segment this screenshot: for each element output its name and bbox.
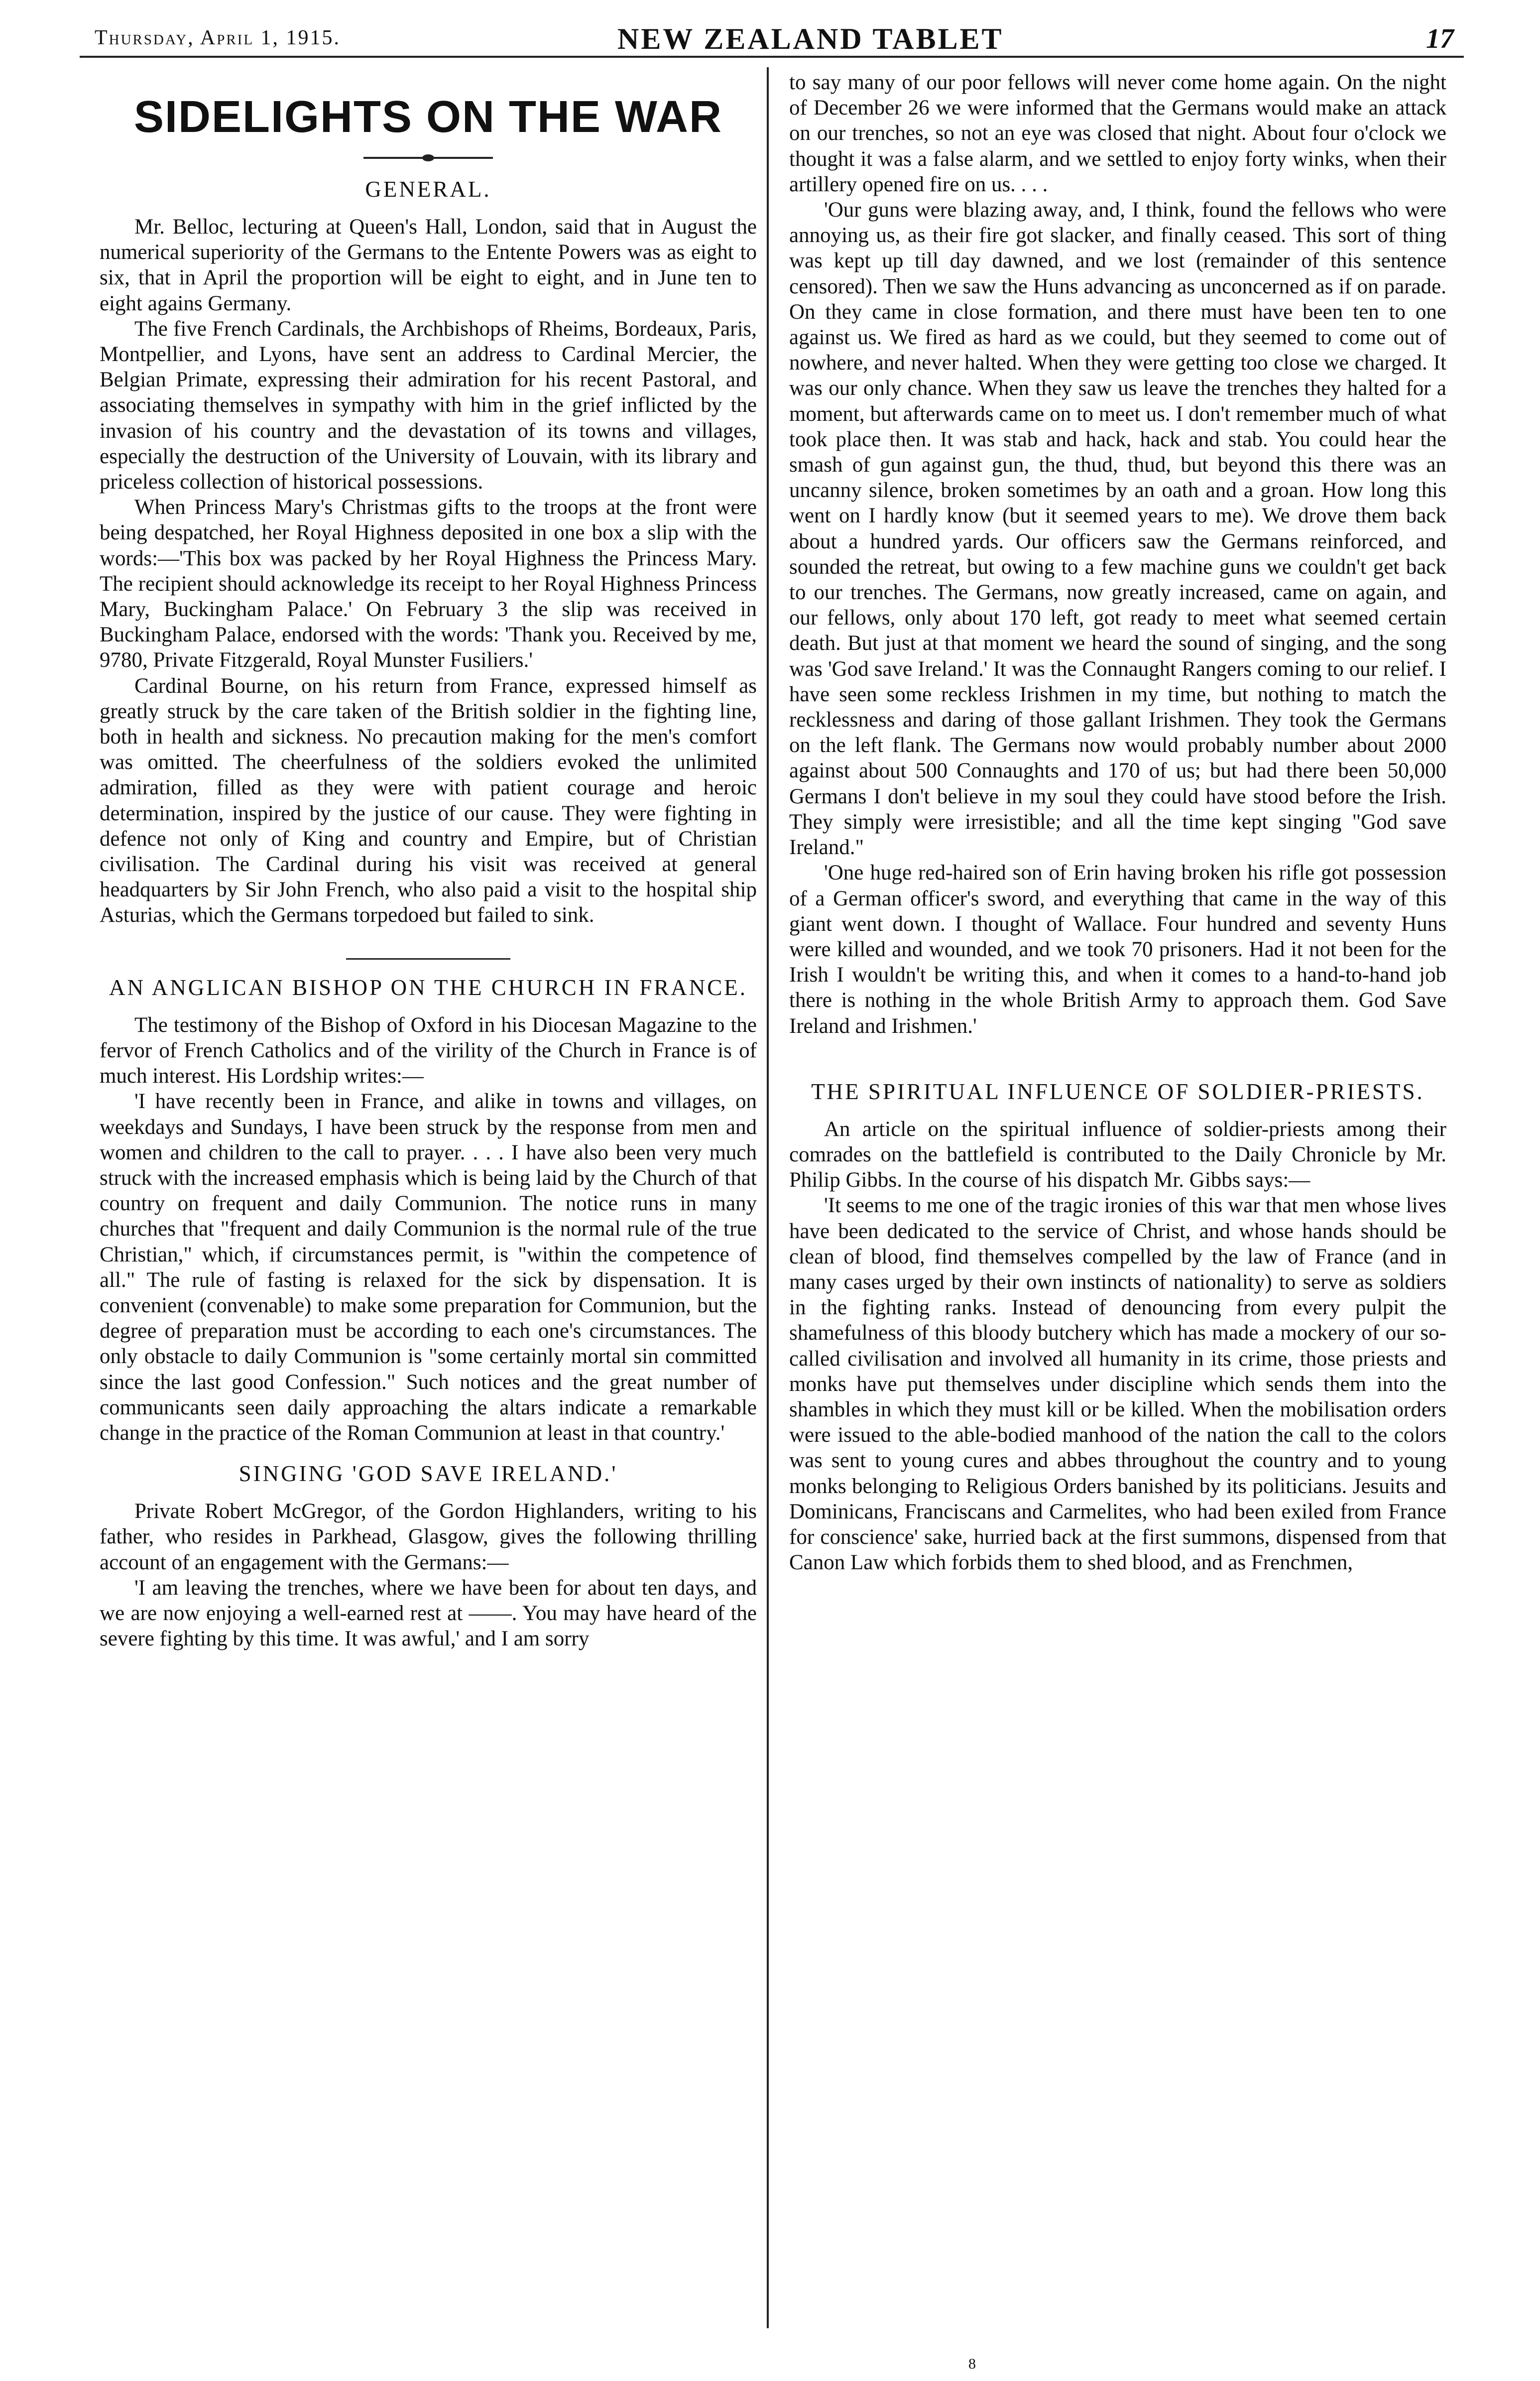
paragraph: 'I have recently been in France, and alike in towns and villages, on weekdays and Sundays, I have been struck by the response from men and women and children to the call to prayer. . . . I have also been very much struck with the increased emphasis which is being laid by the Church of that country on frequent and daily Communion. The notice runs in many churches that "frequent and daily Communion is the normal rule of the true Christian," which, if circumstances permit, is "within the competence of all." The rule of fasting is relaxed for the sick by dispensation. It is convenient (convenable) to make some preparation for Communion, but the degree of preparation must be according to each one's circumstances. The only obstacle to daily Communion is "some certainly mortal sin committed since the last good Confession." Such notices and the great number of communicants seen daily approaching the altars indicate a remarkable change in the practice of the Roman Communion at least in that country.' [100,1090,757,1445]
title-ornament [363,154,493,161]
paragraph: The testimony of the Bishop of Oxford in his Diocesan Magazine to the fervor of French Catholics and of the virility of the Church in France is of much interest. His Lordship writes:— [100,1013,757,1088]
paragraph: When Princess Mary's Christmas gifts to the troops at the front were being despatched, her Royal Highness deposited in one box a slip with the words:—'This box was packed by her Royal Highness the Princess Mary. The recipient should acknowledge its receipt to her Royal Highness Princess Mary, Buckingham Palace.' On February 3 the slip was received in Buckingham Palace, endorsed with the words: 'Thank you. Received by me, 9780, Private Fitzgerald, Royal Munster Fusiliers.' [100,496,757,672]
header-rule [80,56,1464,58]
paragraph: Private Robert McGregor, of the Gordon Highlanders, writing to his father, who resides in Parkhead, Glasgow, gives the following thrilling account of an engagement with the Germans:— [100,1500,757,1574]
section-heading-anglican: AN ANGLICAN BISHOP ON THE CHURCH IN FRANCE. [109,975,748,1000]
paragraph: 'It seems to me one of the tragic ironies of this war that men whose lives have been dedicated to the service of Christ, and whose hands should be clean of blood, find themselves compelled by the law of France (and in many cases urged by their own instincts of nationality) to serve as soldiers in the fighting ranks. Instead of denouncing from every pulpit the shamefulness of this bloody butchery which has made a mockery of our so-called civilisation and involved all humanity in its crime, those priests and monks have put themselves under discipline which sends them into the shambles in which they must kill or be killed. When the mobilisation orders were issued to the able-bodied manhood of the nation the call to the colors was sent to young cures and abbes throughout the country and to young monks belonging to Religious Orders banished by its politicians. Jesuits and Dominicans, Franciscans and Carmelites, who had been exiled from France for conscience' sake, hurried back at the first summons, dispensed from that Canon Law which forbids them to shed blood, and as Frenchmen, [789,1194,1446,1575]
footer-mark: 8 [968,2356,976,2372]
article-title: SIDELIGHTS ON THE WAR [133,92,723,142]
column-divider [767,67,769,2328]
right-column [789,70,1446,1575]
left-column [100,70,757,1651]
page-number: 17 [1426,23,1454,54]
section-heading-singing: SINGING 'GOD SAVE IRELAND.' [238,1461,618,1487]
issue-date: Thursday, April 1, 1915. [95,26,341,49]
section-rule [346,958,510,960]
paragraph: Mr. Belloc, lecturing at Queen's Hall, London, said that in August the numerical superiority of the Germans to the Entente Powers was as eight to six, that in April the proportion will be eight to eight, and in June ten to eight agains Germany. [100,215,757,315]
paragraph: An article on the spiritual influence of soldier-priests among their comrades on the battlefield is contributed to the Daily Chronicle by Mr. Philip Gibbs. In the course of his dispatch Mr. Gibbs says:— [789,1117,1446,1192]
paragraph: to say many of our poor fellows will never come home again. On the night of December 26 we were informed that the Germans would make an attack on our trenches, so not an eye was closed that night. About four o'clock we thought it was a false alarm, and we settled to enjoy forty winks, when their artillery opened fire on us. . . . [789,71,1446,196]
paragraph: 'One huge red-haired son of Erin having broken his rifle got possession of a German officer's sword, and everything that came in the way of this giant went down. I thought of Wallace. Four hundred and seventy Huns were killed and wounded, and we took 70 prisoners. Had it not been for the Irish I wouldn't be writing this, and when it comes to a hand-to-hand job there is nothing in the whole British Army to approach them. God Save Ireland and Irishmen.' [789,861,1446,1038]
section-heading-general: GENERAL. [365,177,491,202]
paragraph: 'Our guns were blazing away, and, I think, found the fellows who were annoying us, as their fire got slacker, and finally ceased. This sort of thing was kept up till day dawned, and we lost (remainder of this sentence censored). Then we saw the Huns advancing as unconcerned as if on parade. On they came in close formation, and there must have been ten to one against us. We fired as hard as we could, but they seemed to come out of nowhere, and never halted. When they were getting too close we charged. It was our only chance. When they saw us leave the trenches they halted for a moment, but afterwards came on to meet us. I don't remember much of what took place then. It was stab and hack, hack and stab. You could hear the smash of gun against gun, the thud, thud, but beyond this there was an uncanny silence, broken sometimes by an oath and a groan. How long this went on I hardly know (but it seemed years to me). We drove them back about a hundred yards. Our officers saw the Germans reinforced, and sounded the retreat, but owing to a few machine guns we couldn't get back to our trenches. The Germans, now greatly increased, came on again, and our fellows, only about 170 left, got ready to meet what seemed certain death. But just at that moment we heard the sound of singing, and the song was 'God save Ireland.' It was the Connaught Rangers coming to our relief. I have seen some reckless Irishmen in my time, but nothing to match the recklessness and daring of those gallant Irishmen. They took the Germans on the left flank. The Germans now would probably number about 2000 against about 500 Connaughts and 170 of us; but had there been 50,000 Germans I don't believe in my soul they could have stood before the Irish. They simply were irresistible; and all the time kept singing "God save Ireland." [789,198,1446,860]
section-heading-spiritual: THE SPIRITUAL INFLUENCE OF SOLDIER-PRIESTS. [811,1079,1424,1104]
paragraph: Cardinal Bourne, on his return from France, expressed himself as greatly struck by the care taken of the British soldier in the fighting line, both in health and sickness. No precaution making for the men's comfort was omitted. The cheerfulness of the soldiers evoked the unlimited admiration, filled as they were with patient courage and heroic determination, inspired by the justice of our cause. They were fighting in defence not only of King and country and Empire, but of Christian civilisation. The Cardinal during his visit was received at general headquarters by Sir John French, who also paid a visit to the hospital ship Asturias, which the Germans torpedoed but failed to sink. [100,674,757,927]
paragraph: The five French Cardinals, the Archbishops of Rheims, Bordeaux, Paris, Montpellier, and Lyons, have sent an address to Cardinal Mercier, the Belgian Primate, expressing their admiration for his recent Pastoral, and associating themselves in sympathy with him in the grief inflicted by the invasion of his country and the devastation of its towns and villages, especially the destruction of the University of Louvain, with its library and priceless collection of historical possessions. [100,317,757,494]
paragraph: 'I am leaving the trenches, where we have been for about ten days, and we are now enjoying a well-earned rest at ——. You may have heard of the severe fighting by this time. It was awful,' and I am sorry [100,1576,757,1651]
masthead-title: NEW ZEALAND TABLET [617,22,1004,55]
